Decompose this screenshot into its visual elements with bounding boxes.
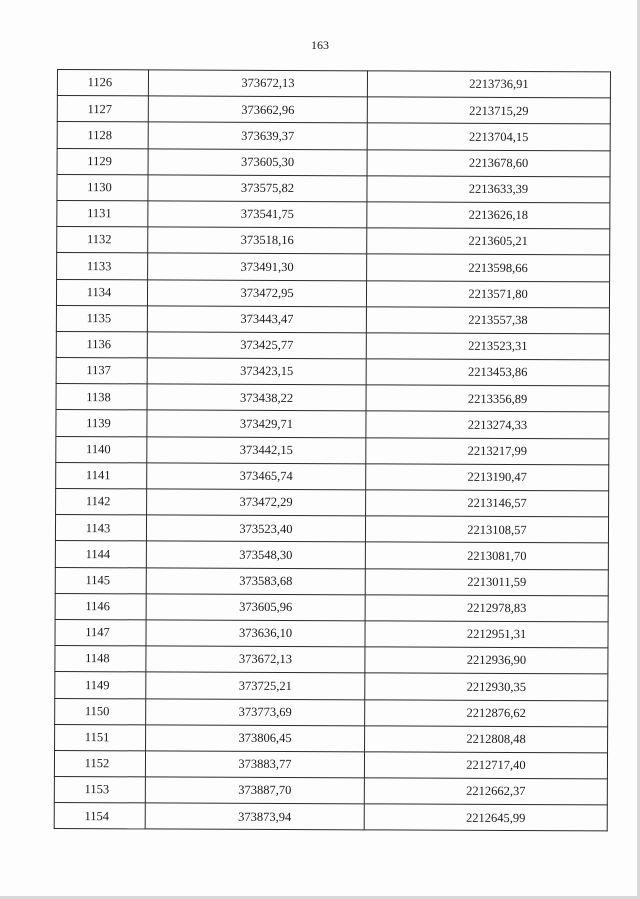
- point-number-cell: [56, 410, 147, 437]
- x-coordinate-cell: [146, 646, 365, 673]
- cell-text: 373773,69: [238, 704, 292, 719]
- cell-text: 373725,21: [238, 678, 292, 693]
- table-row: [56, 462, 609, 491]
- x-coordinate-cell: [147, 332, 366, 359]
- cell-text: 1150: [84, 703, 110, 719]
- cell-text: 1128: [87, 127, 113, 142]
- cell-text: 1147: [85, 625, 110, 640]
- point-number-cell: [55, 698, 146, 725]
- cell-text: 1142: [85, 494, 111, 509]
- cell-text: 373491,30: [240, 259, 294, 274]
- cell-text: 373583,68: [239, 573, 293, 588]
- table-row: [56, 305, 609, 334]
- coordinate-table: [54, 69, 611, 832]
- x-coordinate-cell: [146, 594, 365, 621]
- cell-text: 1135: [86, 311, 112, 326]
- cell-text: 1148: [85, 651, 110, 666]
- cell-text: 2213626,18: [468, 208, 529, 223]
- table-row: [57, 227, 610, 256]
- y-coordinate-cell: [367, 123, 610, 150]
- cell-text: 2213557,38: [468, 312, 528, 328]
- cell-text: 373438,22: [239, 390, 294, 405]
- cell-text: 1134: [86, 284, 112, 300]
- table-row: [55, 619, 608, 648]
- cell-text: 2212951,31: [466, 627, 527, 642]
- table-row: [56, 331, 609, 360]
- cell-text: 1133: [86, 258, 112, 273]
- cell-text: 2212645,99: [466, 810, 526, 825]
- point-number-cell: [56, 488, 147, 515]
- cell-text: 373443,47: [240, 311, 294, 327]
- cell-text: 373442,15: [239, 442, 293, 458]
- cell-text: 2213736,91: [469, 77, 529, 92]
- x-coordinate-cell: [146, 672, 365, 699]
- table-row: [55, 541, 608, 570]
- cell-text: 373575,82: [240, 180, 295, 196]
- table-row: [57, 96, 610, 125]
- point-number-cell: [56, 436, 147, 463]
- x-coordinate-cell: [145, 803, 364, 830]
- y-coordinate-cell: [365, 542, 608, 569]
- y-coordinate-cell: [367, 202, 610, 229]
- cell-text: 2212876,62: [466, 705, 526, 720]
- cell-text: 2213190,47: [467, 469, 527, 485]
- point-number-cell: [55, 619, 146, 646]
- y-coordinate-cell: [365, 673, 608, 700]
- y-coordinate-cell: [366, 385, 609, 412]
- cell-text: 1127: [87, 101, 113, 116]
- cell-text: 1132: [86, 232, 112, 247]
- point-number-cell: [55, 724, 146, 751]
- cell-text: 373605,96: [239, 599, 293, 615]
- table-row: [57, 148, 610, 177]
- y-coordinate-cell: [367, 176, 610, 203]
- cell-text: 2213598,66: [468, 260, 528, 275]
- x-coordinate-cell: [146, 698, 365, 725]
- point-number-cell: [54, 803, 145, 830]
- x-coordinate-cell: [146, 515, 365, 542]
- point-number-cell: [57, 96, 148, 123]
- cell-text: 373425,77: [240, 338, 294, 353]
- table-row: [55, 646, 608, 675]
- cell-text: 1143: [85, 520, 111, 535]
- table-row: [55, 724, 608, 753]
- y-coordinate-cell: [364, 804, 607, 831]
- x-coordinate-cell: [147, 489, 366, 516]
- cell-text: 2213274,33: [467, 417, 528, 432]
- point-number-cell: [56, 358, 147, 385]
- x-coordinate-cell: [147, 410, 366, 437]
- cell-text: 373541,75: [240, 207, 294, 222]
- y-coordinate-cell: [366, 280, 609, 307]
- table-row: [56, 488, 609, 517]
- x-coordinate-cell: [146, 620, 365, 647]
- x-coordinate-cell: [148, 70, 367, 97]
- cell-text: 1130: [87, 180, 112, 195]
- table-row: [56, 436, 609, 465]
- cell-text: 373472,29: [239, 495, 293, 510]
- cell-text: 1151: [84, 730, 110, 745]
- table-row: [56, 384, 609, 413]
- x-coordinate-cell: [147, 463, 366, 490]
- point-number-cell: [54, 750, 145, 777]
- cell-text: 1129: [87, 154, 112, 169]
- point-number-cell: [55, 515, 146, 542]
- table-row: [54, 803, 607, 832]
- x-coordinate-cell: [146, 725, 365, 752]
- x-coordinate-cell: [145, 777, 364, 804]
- x-coordinate-cell: [148, 175, 367, 202]
- cell-text: 2213678,60: [468, 155, 529, 170]
- table-row: [54, 750, 607, 779]
- cell-text: 2212662,37: [466, 784, 526, 799]
- x-coordinate-cell: [146, 541, 365, 568]
- cell-text: 2213217,99: [467, 443, 528, 459]
- table-row: [56, 358, 609, 387]
- cell-text: 2213011,59: [467, 574, 527, 589]
- cell-text: 373662,96: [241, 102, 295, 117]
- cell-text: 1139: [86, 415, 111, 431]
- cell-text: 1136: [86, 337, 112, 352]
- cell-text: 2213081,70: [467, 548, 527, 563]
- coordinate-table-body: [54, 70, 610, 832]
- y-coordinate-cell: [367, 254, 610, 281]
- cell-text: 373883,77: [238, 757, 292, 772]
- table-row: [55, 672, 608, 701]
- x-coordinate-cell: [148, 122, 367, 149]
- x-coordinate-cell: [147, 279, 366, 306]
- y-coordinate-cell: [367, 228, 610, 255]
- cell-text: 373523,40: [239, 521, 293, 536]
- point-number-cell: [55, 567, 146, 594]
- cell-text: 1152: [84, 756, 110, 771]
- y-coordinate-cell: [367, 149, 610, 176]
- point-number-cell: [55, 541, 146, 568]
- cell-text: 1149: [85, 677, 110, 692]
- y-coordinate-cell: [365, 568, 608, 595]
- y-coordinate-cell: [365, 621, 608, 648]
- cell-text: 2213523,31: [468, 339, 528, 354]
- cell-text: 2212808,48: [466, 731, 526, 747]
- cell-text: 2212978,83: [466, 600, 527, 616]
- x-coordinate-cell: [148, 96, 367, 123]
- cell-text: 373548,30: [239, 547, 293, 562]
- x-coordinate-cell: [147, 384, 366, 411]
- point-number-cell: [56, 384, 147, 411]
- cell-text: 373429,71: [239, 416, 294, 431]
- cell-text: 1137: [86, 363, 111, 378]
- y-coordinate-cell: [364, 752, 607, 779]
- x-coordinate-cell: [145, 751, 364, 778]
- table-row: [57, 200, 610, 229]
- table-row: [55, 515, 608, 544]
- cell-text: 1140: [86, 442, 111, 457]
- cell-text: 2212930,35: [466, 679, 527, 694]
- x-coordinate-cell: [147, 306, 366, 333]
- cell-text: 373639,37: [241, 128, 295, 143]
- table-row: [57, 70, 610, 99]
- y-coordinate-cell: [366, 490, 609, 517]
- table-row: [54, 777, 607, 806]
- y-coordinate-cell: [366, 437, 609, 464]
- y-coordinate-cell: [366, 464, 609, 491]
- point-number-cell: [57, 70, 148, 97]
- y-coordinate-cell: [366, 333, 609, 360]
- x-coordinate-cell: [147, 358, 366, 385]
- cell-text: 2213453,86: [467, 365, 528, 380]
- cell-text: 2213571,80: [468, 286, 528, 301]
- table-row: [56, 410, 609, 439]
- y-coordinate-cell: [365, 726, 608, 753]
- x-coordinate-cell: [146, 567, 365, 594]
- cell-text: 373636,10: [238, 626, 293, 641]
- y-coordinate-cell: [366, 307, 609, 334]
- cell-text: 373806,45: [238, 730, 292, 746]
- point-number-cell: [56, 331, 147, 358]
- cell-text: 2213146,57: [467, 496, 527, 511]
- y-coordinate-cell: [364, 778, 607, 805]
- cell-text: 2212936,90: [466, 653, 527, 668]
- cell-text: 1126: [87, 75, 113, 90]
- cell-text: 373465,74: [239, 468, 293, 484]
- point-number-cell: [57, 174, 148, 201]
- cell-text: 1153: [84, 782, 110, 797]
- point-number-cell: [55, 672, 146, 699]
- y-coordinate-cell: [366, 411, 609, 438]
- cell-text: 2212717,40: [466, 758, 526, 773]
- point-number-cell: [57, 253, 148, 280]
- point-number-cell: [54, 777, 145, 804]
- cell-text: 1146: [85, 599, 110, 614]
- cell-text: 373605,30: [241, 154, 295, 169]
- cell-text: 1138: [86, 389, 111, 404]
- table-row: [57, 122, 610, 151]
- point-number-cell: [57, 227, 148, 254]
- y-coordinate-cell: [367, 97, 610, 124]
- cell-text: 373873,94: [238, 809, 292, 824]
- x-coordinate-cell: [148, 253, 367, 280]
- y-coordinate-cell: [365, 516, 608, 543]
- cell-text: 1131: [87, 206, 112, 221]
- cell-text: 1145: [85, 573, 111, 588]
- y-coordinate-cell: [365, 595, 608, 622]
- point-number-cell: [56, 305, 147, 332]
- cell-text: 1144: [85, 546, 111, 561]
- y-coordinate-cell: [366, 359, 609, 386]
- cell-text: 373672,13: [238, 652, 293, 667]
- point-number-cell: [56, 279, 147, 306]
- cell-text: 373472,95: [240, 285, 294, 300]
- point-number-cell: [55, 646, 146, 673]
- cell-text: 1154: [84, 808, 110, 823]
- point-number-cell: [55, 593, 146, 620]
- point-number-cell: [57, 200, 148, 227]
- table-row: [56, 279, 609, 308]
- table-row: [55, 698, 608, 727]
- table-row: [57, 253, 610, 282]
- page-number: 163: [311, 38, 329, 52]
- cell-text: 373423,15: [240, 364, 294, 379]
- cell-text: 2213715,29: [469, 103, 529, 118]
- cell-text: 1141: [85, 468, 111, 483]
- point-number-cell: [56, 462, 147, 489]
- x-coordinate-cell: [148, 148, 367, 175]
- cell-text: 2213633,39: [468, 181, 529, 197]
- cell-text: 2213704,15: [468, 129, 529, 144]
- cell-text: 373672,13: [241, 76, 295, 91]
- table-row: [57, 174, 610, 203]
- x-coordinate-cell: [148, 227, 367, 254]
- cell-text: 2213356,89: [467, 391, 528, 406]
- y-coordinate-cell: [365, 647, 608, 674]
- x-coordinate-cell: [148, 201, 367, 228]
- cell-text: 2213605,21: [468, 234, 528, 249]
- table-row: [55, 593, 608, 622]
- point-number-cell: [57, 148, 148, 175]
- point-number-cell: [57, 122, 148, 149]
- cell-text: 2213108,57: [467, 522, 527, 537]
- y-coordinate-cell: [365, 699, 608, 726]
- y-coordinate-cell: [367, 71, 610, 98]
- cell-text: 373518,16: [240, 233, 294, 248]
- x-coordinate-cell: [147, 437, 366, 464]
- cell-text: 373887,70: [238, 783, 292, 798]
- table-row: [55, 567, 608, 596]
